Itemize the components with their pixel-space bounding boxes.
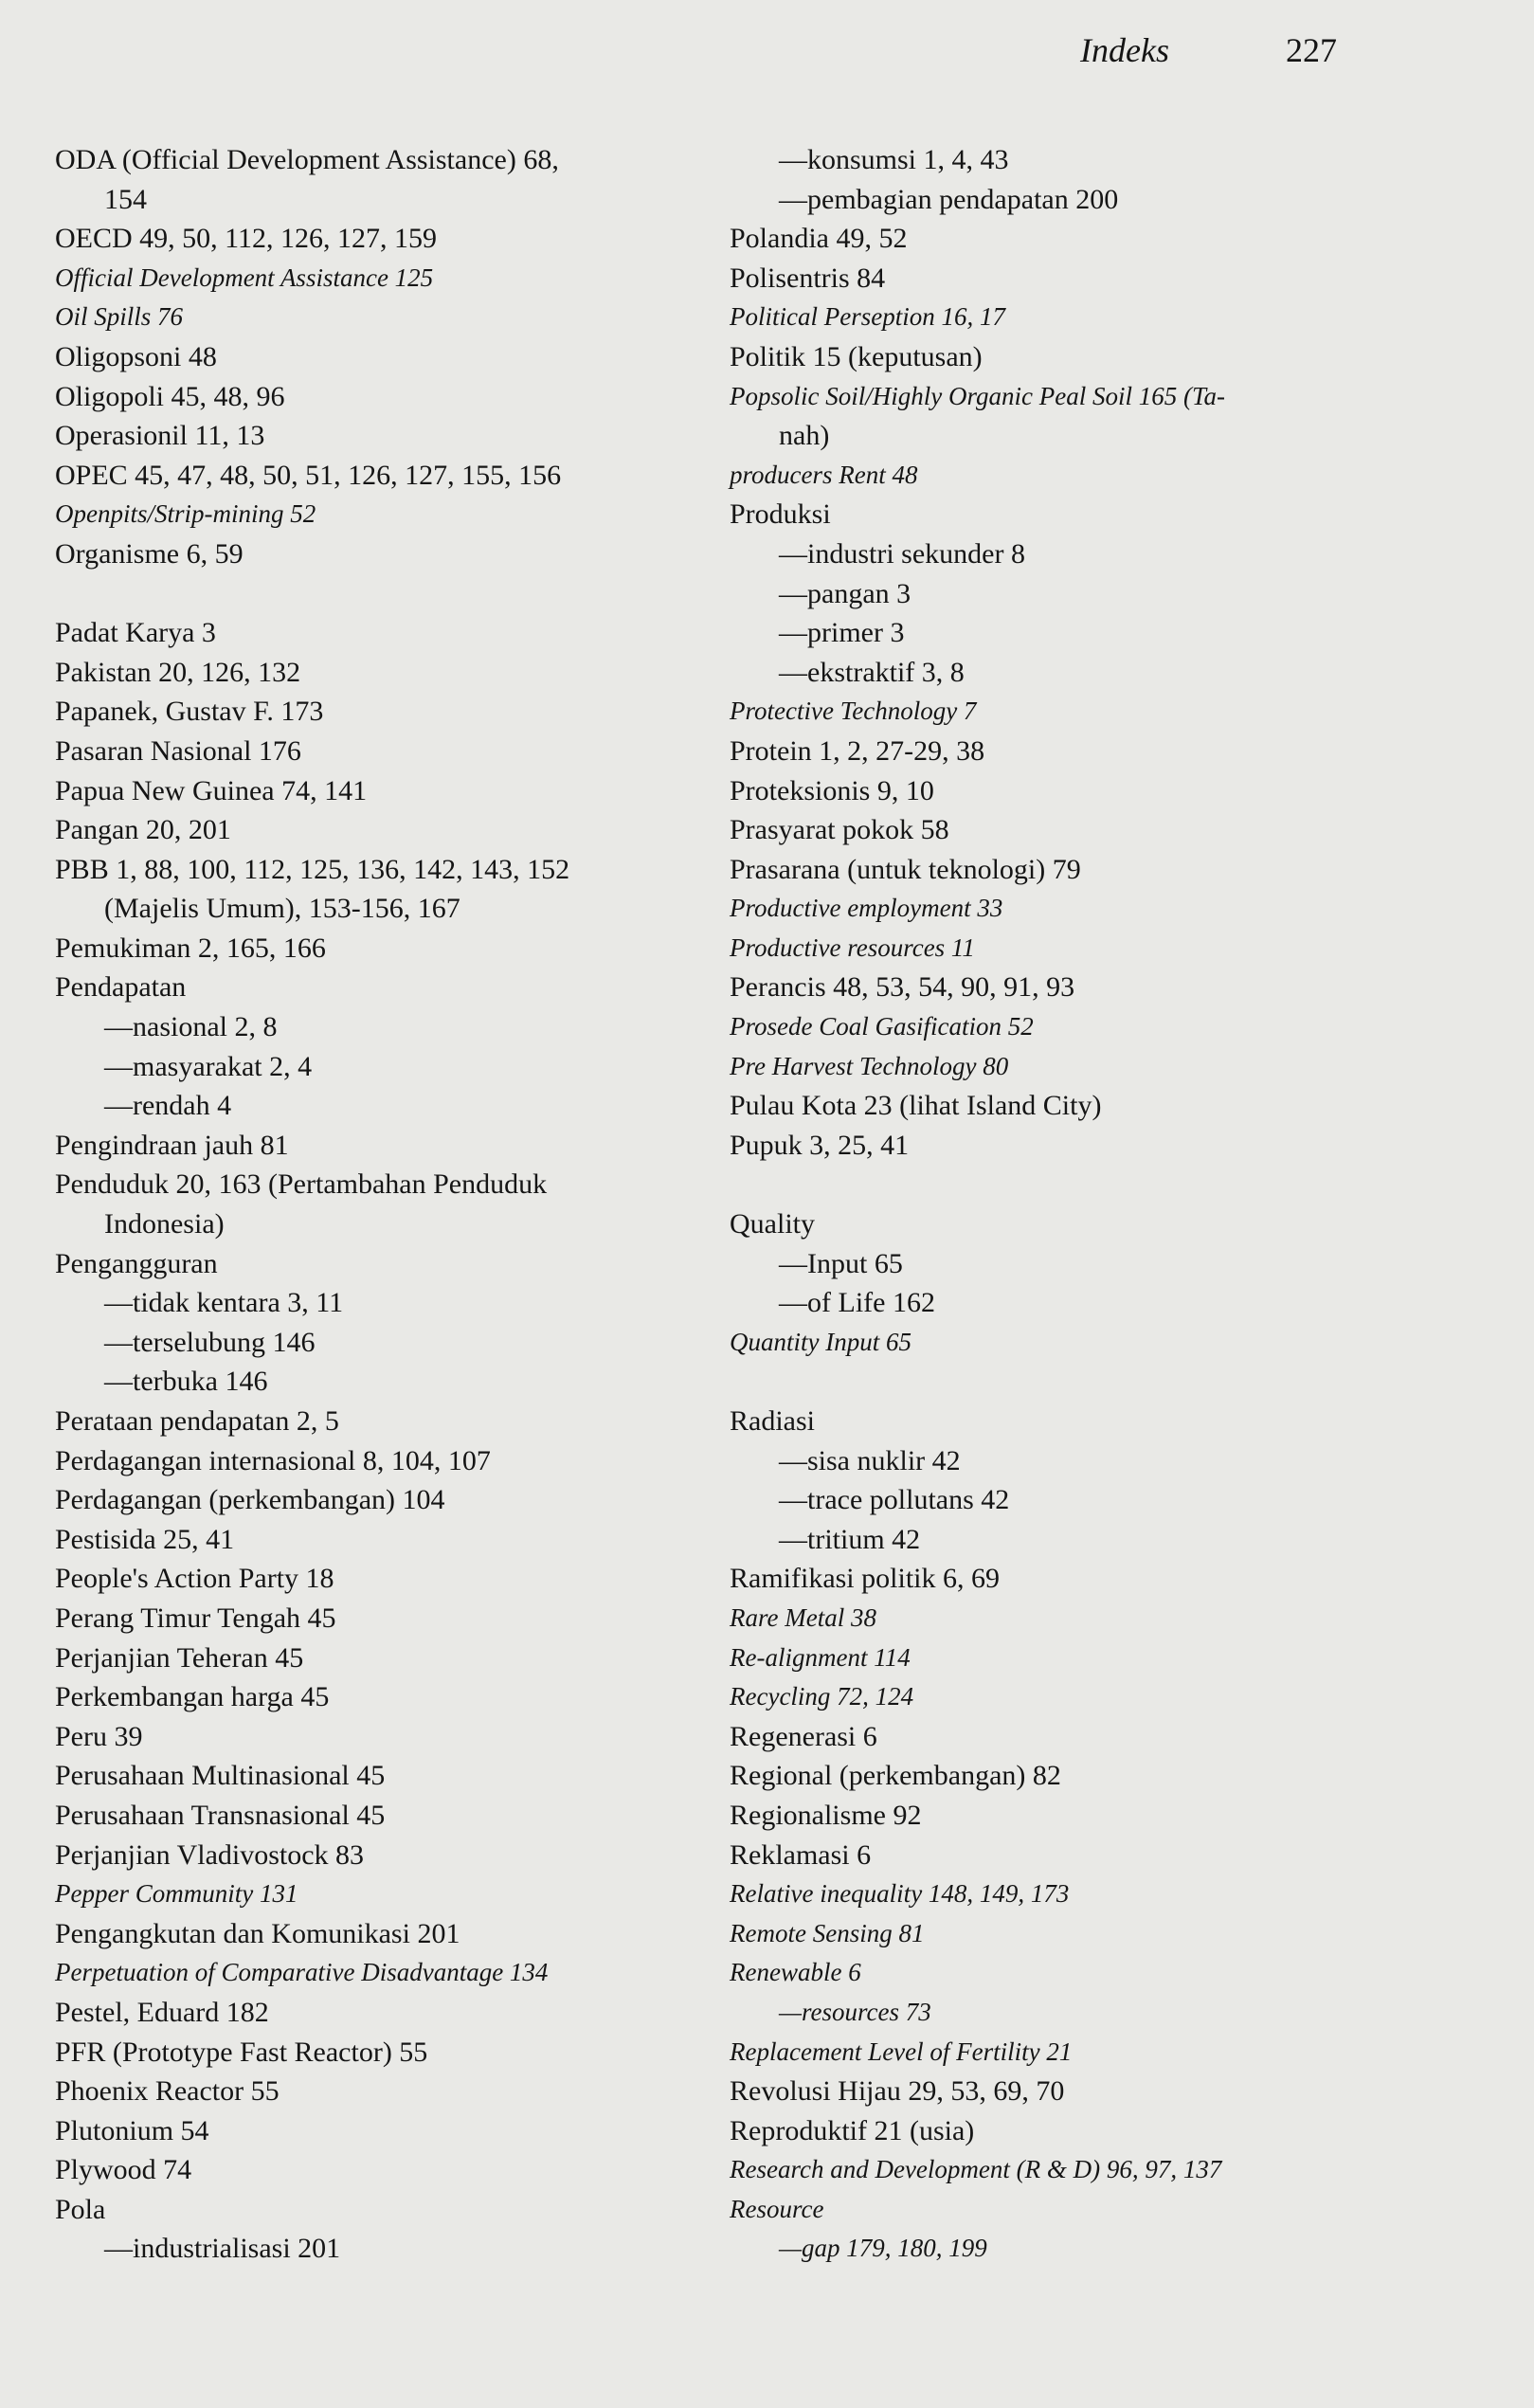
index-entry: Reklamasi 6 bbox=[730, 1838, 872, 1871]
index-entry: Penduduk 20, 163 (Pertambahan Penduduk bbox=[55, 1168, 548, 1201]
index-subentry: —nasional 2, 8 bbox=[104, 1011, 278, 1043]
index-column-left bbox=[55, 140, 718, 2269]
index-entry: Perang Timur Tengah 45 bbox=[55, 1602, 336, 1634]
index-entry: Peru 39 bbox=[55, 1720, 143, 1752]
index-entry: Perusahaan Transnasional 45 bbox=[55, 1799, 386, 1831]
index-entry: PBB 1, 88, 100, 112, 125, 136, 142, 143, 152 bbox=[55, 853, 570, 885]
index-subentry: —resources 73 bbox=[779, 1997, 931, 2026]
index-entry: Replacement Level of Fertility 21 bbox=[730, 2037, 1073, 2066]
index-entry: Prasarana (untuk teknologi) 79 bbox=[730, 853, 1081, 885]
index-entry: Rare Metal 38 bbox=[730, 1602, 876, 1632]
index-entry: Perjanjian Teheran 45 bbox=[55, 1641, 304, 1674]
index-entry: Pemukiman 2, 165, 166 bbox=[55, 932, 326, 964]
index-entry: Perdagangan internasional 8, 104, 107 bbox=[55, 1444, 491, 1476]
index-entry: Pengangkutan dan Komunikasi 201 bbox=[55, 1917, 460, 1949]
index-entry-continuation: Indonesia) bbox=[104, 1208, 225, 1240]
index-entry-continuation: 154 bbox=[104, 183, 147, 215]
index-subentry: —pembagian pendapatan 200 bbox=[779, 183, 1119, 215]
index-subentry: —industrialisasi 201 bbox=[104, 2233, 341, 2265]
page-header bbox=[0, 28, 1534, 85]
index-entry: Pupuk 3, 25, 41 bbox=[730, 1129, 910, 1161]
index-entry: Perancis 48, 53, 54, 90, 91, 93 bbox=[730, 971, 1075, 1004]
index-entry: Remote Sensing 81 bbox=[730, 1918, 925, 1947]
index-subentry: —tritium 42 bbox=[779, 1523, 921, 1555]
index-subentry: —pangan 3 bbox=[779, 577, 911, 609]
index-entry: Pangan 20, 201 bbox=[55, 814, 231, 846]
index-entry: Official Development Assistance 125 bbox=[55, 263, 434, 292]
index-entry: Oligopoli 45, 48, 96 bbox=[55, 380, 285, 412]
index-entry: Quantity Input 65 bbox=[730, 1327, 911, 1356]
index-entry: Padat Karya 3 bbox=[55, 617, 216, 649]
page-number: 227 bbox=[1286, 31, 1337, 69]
index-entry: Productive resources 11 bbox=[730, 932, 975, 962]
index-entry: Regenerasi 6 bbox=[730, 1720, 877, 1752]
index-entry: Resource bbox=[730, 2194, 824, 2223]
index-entry: Pepper Community 131 bbox=[55, 1879, 298, 1909]
index-subentry: —terselubung 146 bbox=[104, 1326, 316, 1358]
index-entry: Plutonium 54 bbox=[55, 2114, 209, 2146]
index-column-right bbox=[730, 140, 1488, 2269]
index-entry: Pre Harvest Technology 80 bbox=[730, 1051, 1009, 1080]
index-entry: Pendapatan bbox=[55, 971, 187, 1004]
index-entry: Pestisida 25, 41 bbox=[55, 1523, 235, 1555]
index-entry: OECD 49, 50, 112, 126, 127, 159 bbox=[55, 223, 438, 255]
index-entry: Political Perseption 16, 17 bbox=[730, 302, 1005, 332]
index-entry: Perdagangan (perkembangan) 104 bbox=[55, 1484, 445, 1516]
index-subentry: —tidak kentara 3, 11 bbox=[104, 1287, 344, 1319]
index-subentry: —rendah 4 bbox=[104, 1090, 232, 1122]
index-entry: Revolusi Hijau 29, 53, 69, 70 bbox=[730, 2075, 1065, 2108]
index-entry: Pasaran Nasional 176 bbox=[55, 734, 301, 767]
index-entry: Produksi bbox=[730, 498, 831, 531]
index-entry: Relative inequality 148, 149, 173 bbox=[730, 1879, 1070, 1909]
index-entry: People's Action Party 18 bbox=[55, 1563, 334, 1595]
index-entry: Re-alignment 114 bbox=[730, 1642, 911, 1672]
index-entry: Oil Spills 76 bbox=[55, 302, 184, 332]
index-subentry: —gap 179, 180, 199 bbox=[779, 2234, 987, 2263]
index-entry: Renewable 6 bbox=[730, 1958, 861, 1987]
index-subentry: —konsumsi 1, 4, 43 bbox=[779, 144, 1009, 175]
index-subentry: —Input 65 bbox=[779, 1247, 903, 1279]
index-entry: Protective Technology 7 bbox=[730, 697, 977, 726]
index-subentry: —industri sekunder 8 bbox=[779, 537, 1025, 570]
index-entry: Pakistan 20, 126, 132 bbox=[55, 656, 301, 688]
index-entry-continuation: nah) bbox=[779, 420, 830, 452]
index-entry-continuation: (Majelis Umum), 153-156, 167 bbox=[104, 893, 460, 925]
index-entry: Openpits/Strip-mining 52 bbox=[55, 499, 316, 529]
section-title: Indeks bbox=[1080, 31, 1169, 69]
index-entry: Prasyarat pokok 58 bbox=[730, 814, 949, 846]
index-entry: Pengangguran bbox=[55, 1247, 218, 1279]
index-entry: OPEC 45, 47, 48, 50, 51, 126, 127, 155, 156 bbox=[55, 459, 562, 491]
index-entry: Pengindraan jauh 81 bbox=[55, 1129, 289, 1161]
index-entry: Perusahaan Multinasional 45 bbox=[55, 1760, 386, 1792]
index-entry: Regionalisme 92 bbox=[730, 1799, 922, 1831]
index-entry: Politik 15 (keputusan) bbox=[730, 340, 983, 372]
index-entry: Protein 1, 2, 27-29, 38 bbox=[730, 734, 985, 767]
index-entry: Oligopsoni 48 bbox=[55, 340, 217, 372]
index-entry: Perkembangan harga 45 bbox=[55, 1681, 330, 1713]
index-entry: Reproduktif 21 (usia) bbox=[730, 2114, 975, 2146]
index-entry: Pulau Kota 23 (lihat Island City) bbox=[730, 1090, 1102, 1122]
index-entry: Operasionil 11, 13 bbox=[55, 420, 265, 452]
index-subentry: —sisa nuklir 42 bbox=[779, 1444, 961, 1476]
index-entry: Quality bbox=[730, 1208, 815, 1240]
index-entry: Perjanjian Vladivostock 83 bbox=[55, 1838, 365, 1871]
index-entry: Perpetuation of Comparative Disadvantage 134 bbox=[55, 1958, 549, 1987]
index-subentry: —ekstraktif 3, 8 bbox=[779, 656, 965, 688]
index-entry: Polisentris 84 bbox=[730, 262, 886, 294]
index-entry: Research and Development (R & D) 96, 97, 137 bbox=[730, 2155, 1222, 2184]
index-entry: Prosede Coal Gasification 52 bbox=[730, 1012, 1034, 1041]
index-entry: Plywood 74 bbox=[55, 2154, 192, 2186]
index-entry: Proteksionis 9, 10 bbox=[730, 774, 934, 806]
index-entry: Papanek, Gustav F. 173 bbox=[55, 696, 324, 728]
index-entry: PFR (Prototype Fast Reactor) 55 bbox=[55, 2036, 428, 2068]
index-entry: Papua New Guinea 74, 141 bbox=[55, 774, 368, 806]
index-subentry: —trace pollutans 42 bbox=[779, 1484, 1010, 1516]
index-subentry: —masyarakat 2, 4 bbox=[104, 1050, 313, 1082]
index-entry: producers Rent 48 bbox=[730, 460, 918, 489]
index-entry: Recycling 72, 124 bbox=[730, 1682, 914, 1711]
index-entry: Perataan pendapatan 2, 5 bbox=[55, 1405, 339, 1437]
index-entry: Organisme 6, 59 bbox=[55, 537, 244, 570]
index-entry: Phoenix Reactor 55 bbox=[55, 2075, 280, 2108]
index-entry: Productive employment 33 bbox=[730, 894, 1003, 923]
index-entry: Pestel, Eduard 182 bbox=[55, 1996, 269, 2028]
index-entry: Polandia 49, 52 bbox=[730, 223, 908, 255]
index-subentry: —of Life 162 bbox=[779, 1287, 935, 1319]
index-entry: Popsolic Soil/Highly Organic Peal Soil 165 (Ta- bbox=[730, 381, 1225, 410]
index-subentry: —primer 3 bbox=[779, 617, 905, 649]
index-subentry: —terbuka 146 bbox=[104, 1366, 268, 1398]
index-entry: Radiasi bbox=[730, 1405, 815, 1437]
index-entry: ODA (Official Development Assistance) 68, bbox=[55, 144, 559, 175]
index-entry: Ramifikasi politik 6, 69 bbox=[730, 1563, 1000, 1595]
index-entry: Regional (perkembangan) 82 bbox=[730, 1760, 1061, 1792]
index-entry: Pola bbox=[55, 2193, 106, 2225]
